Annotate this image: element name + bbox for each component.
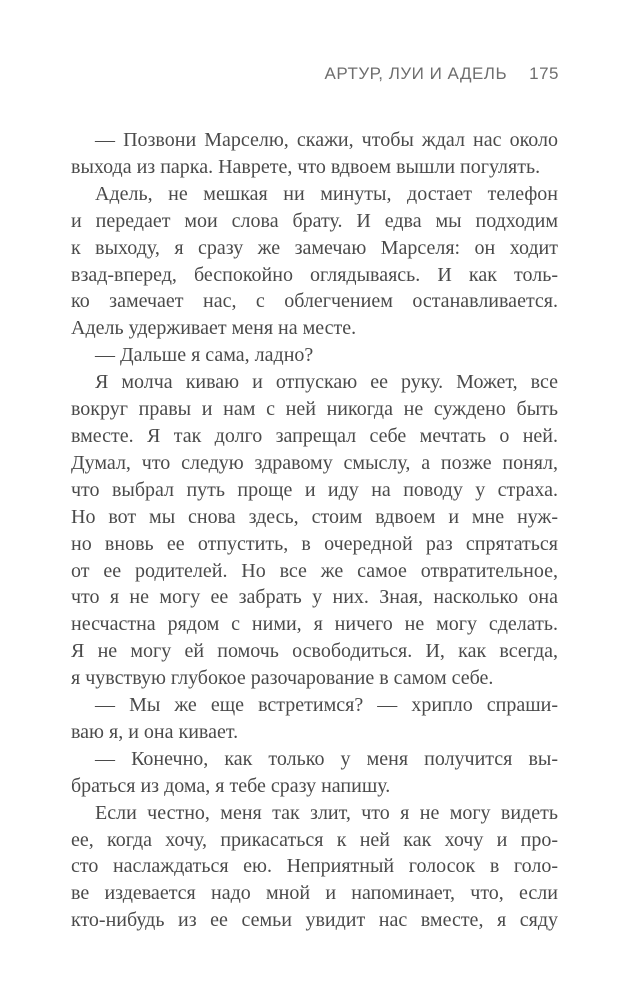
text-line: кто-нибудь из ее семьи увидит нас вместе, я сяду — [71, 909, 558, 932]
text-line: — Позвони Марселю, скажи, чтобы ждал нас около — [95, 129, 558, 151]
paragraph — [71, 342, 558, 369]
text-line: Думал, что следую здравому смыслу, а позже понял, — [71, 451, 558, 474]
text-line: — Дальше я сама, ладно? — [95, 344, 314, 367]
text-line: вместе. Я так долго запрещал себе мечтать о ней. — [71, 424, 558, 447]
text-block — [71, 127, 558, 934]
text-line: Адель, не мешкая ни минуты, достает телефон — [95, 182, 558, 205]
text-line: но вновь ее отпустить, в очередной раз спрятаться — [71, 532, 558, 555]
text-line: от ее родителей. Но все же самое отвратительное, — [71, 559, 558, 582]
text-line: Но вот мы снова здесь, стоим вдвоем и мне нуж- — [71, 505, 558, 528]
text-line: ко замечает нас, с облегчением останавливается. — [71, 290, 558, 313]
running-title: АРТУР, ЛУИ И АДЕЛЬ — [324, 64, 508, 83]
text-line: браться из дома, я тебе сразу напишу. — [71, 774, 391, 797]
text-line: несчастна рядом с ними, я ничего не могу сделать. — [71, 613, 558, 636]
text-line: ее, когда хочу, прикасаться к ней как хочу и про- — [71, 828, 558, 851]
text-line: Адель удерживает меня на месте. — [71, 317, 357, 340]
paragraph — [71, 369, 558, 692]
text-line: выхода из парка. Наврете, что вдвоем вышли погулять. — [71, 155, 541, 178]
page-number: 175 — [529, 64, 559, 83]
text-line: вокруг правы и нам с ней никогда не суждено быть — [71, 398, 558, 421]
text-line: что я не могу ее забрать у них. Зная, насколько она — [71, 586, 558, 609]
text-line: ваю я, и она кивает. — [71, 720, 239, 743]
paragraph — [71, 800, 558, 935]
text-line: ве издевается надо мной и напоминает, что, если — [71, 882, 558, 905]
text-line: Если честно, меня так злит, что я не могу видеть — [95, 801, 558, 824]
text-line: Я молча киваю и отпускаю ее руку. Может, все — [95, 371, 558, 394]
paragraph — [71, 181, 558, 342]
text-line: взад-вперед, беспокойно оглядываясь. И как толь- — [71, 263, 558, 286]
paragraph — [71, 746, 558, 800]
text-line: я чувствую глубокое разочарование в самом себе. — [71, 667, 494, 690]
text-line: к выходу, я сразу же замечаю Марселя: он ходит — [71, 236, 558, 259]
text-line: Я не могу ей помочь освободиться. И, как всегда, — [71, 640, 558, 663]
text-line: сто наслаждаться ею. Неприятный голосок в голо- — [71, 855, 558, 878]
paragraph — [71, 692, 558, 746]
text-line: — Конечно, как только у меня получится вы- — [95, 747, 558, 770]
text-line: — Мы же еще встретимся? — хрипло спраши- — [95, 694, 558, 717]
running-head — [325, 64, 559, 84]
text-line: что выбрал путь проще и иду на поводу у страха. — [71, 478, 558, 501]
text-line: и передает мои слова брату. И едва мы подходим — [71, 209, 558, 232]
paragraph — [71, 127, 558, 181]
